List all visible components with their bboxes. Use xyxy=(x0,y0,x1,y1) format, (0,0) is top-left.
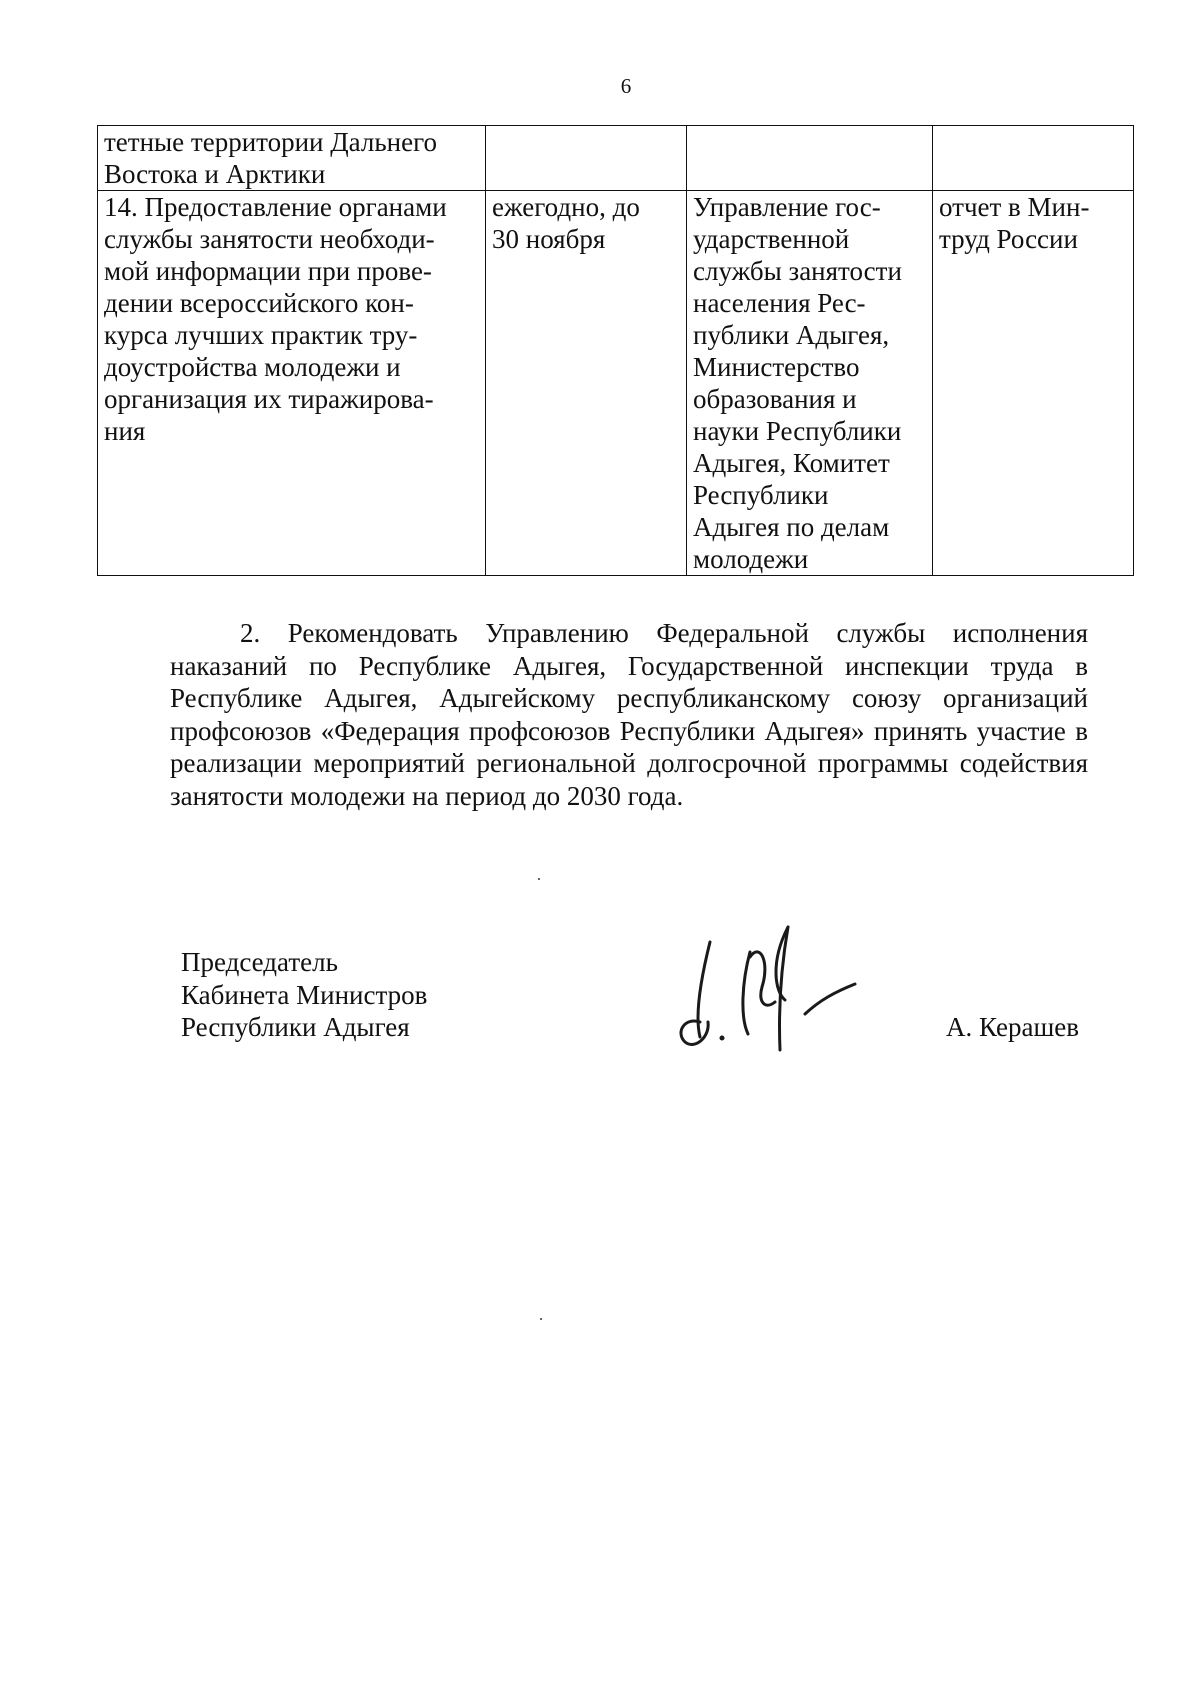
plan-table xyxy=(97,125,1134,576)
cell-line: Адыгея, Комитет xyxy=(693,448,890,478)
cell-line: образования и xyxy=(693,384,857,414)
page-number: 6 xyxy=(620,74,632,98)
cell-line: ния xyxy=(104,416,146,446)
signer-name: А. Керашев xyxy=(946,1012,1079,1042)
signer-title-line: Председатель xyxy=(181,947,338,977)
cell-line: труд России xyxy=(939,224,1078,254)
table-cell xyxy=(933,191,1134,576)
cell-line: ежегодно, до xyxy=(492,192,640,222)
cell-line: 14. Предоставление органами xyxy=(104,192,447,222)
cell-line: службы занятости xyxy=(693,256,902,286)
cell-line: мой информации при прове- xyxy=(104,256,432,286)
signer-title-line: Кабинета Министров xyxy=(181,979,428,1010)
scan-speck xyxy=(540,1318,542,1320)
table-cell xyxy=(98,191,486,576)
signer-title xyxy=(181,946,427,1044)
cell-line: Министерство xyxy=(693,352,860,382)
cell-line: публики Адыгея, xyxy=(693,320,890,350)
cell-line: Республики xyxy=(693,480,829,510)
cell-line: отчет в Мин- xyxy=(939,192,1090,222)
cell-line: молодежи xyxy=(693,544,809,574)
cell-line: тетные территории Дальнего xyxy=(104,127,437,157)
cell-line: доустройства молодежи и xyxy=(104,352,401,382)
cell-line: населения Рес- xyxy=(693,288,866,318)
table-cell xyxy=(486,126,687,191)
recommendation-paragraph: 2. Рекомендовать Управлению Федеральной службы исполнения наказаний по Республике Адыгея, Государственной инспекции труда в Республике Адыгея, Адыгейскому республиканскому союзу организаций профсоюзов «Федерация профсоюзов Республики Адыгея» принять участие в реализации мероприятий региональной долгосрочной программы содействия занятости молодежи на период до 2030 года. xyxy=(170,618,1088,811)
table-cell xyxy=(933,126,1134,191)
cell-line: дении всероссийского кон- xyxy=(104,288,414,318)
table-cell xyxy=(687,191,933,576)
table-row xyxy=(98,191,1134,576)
cell-line: науки Республики xyxy=(693,416,902,446)
cell-line: ударственной xyxy=(693,224,850,254)
cell-line: курса лучших практик тру- xyxy=(104,320,418,350)
table-cell xyxy=(486,191,687,576)
cell-line: службы занятости необходи- xyxy=(104,224,435,254)
cell-line: организация их тиражирова- xyxy=(104,384,434,414)
table-cell xyxy=(98,126,486,191)
scan-speck xyxy=(538,878,540,880)
table-body xyxy=(98,126,1134,576)
table-cell xyxy=(687,126,933,191)
handwritten-signature xyxy=(670,922,870,1052)
table-row xyxy=(98,126,1134,191)
signer-title-line: Республики Адыгея xyxy=(181,1012,410,1042)
cell-line: 30 ноября xyxy=(492,224,606,254)
cell-line: Адыгея по делам xyxy=(693,512,890,542)
cell-line: Управление гос- xyxy=(693,192,881,222)
cell-line: Востока и Арктики xyxy=(104,159,326,189)
